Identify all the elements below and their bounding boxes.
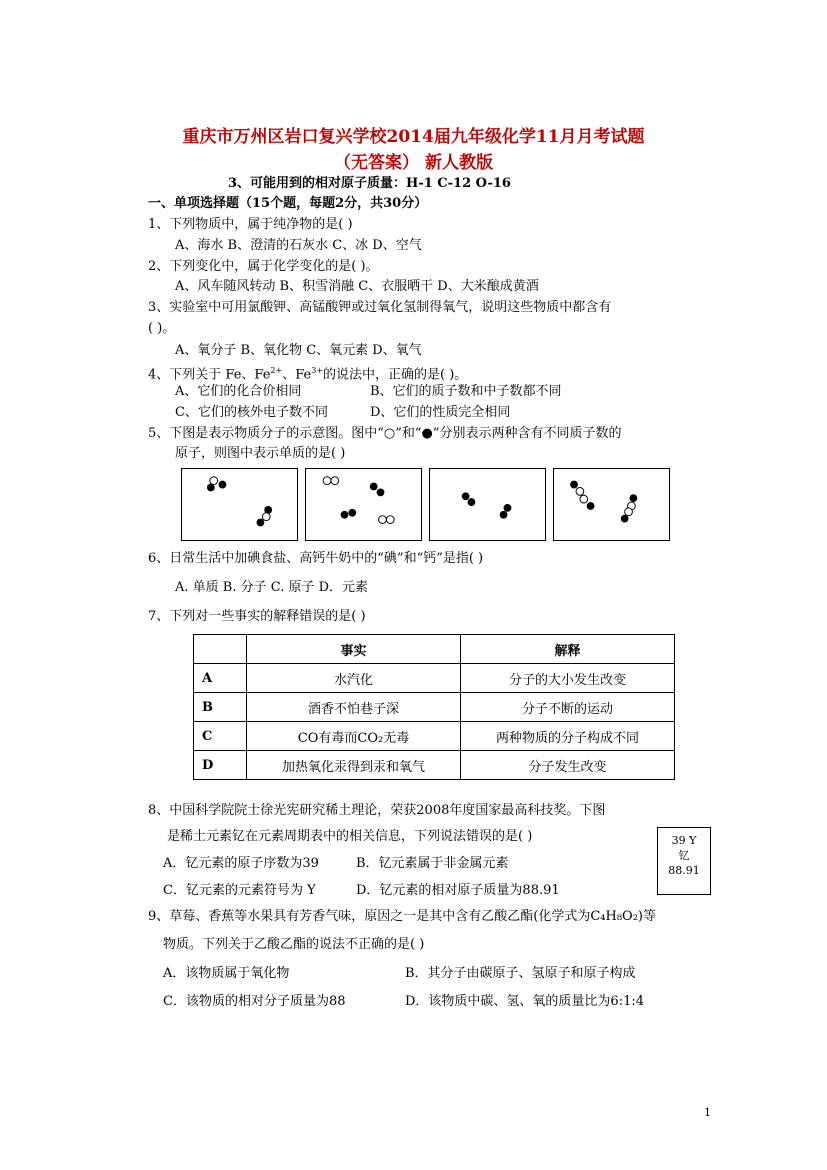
q4-stem-a: 4、下列关于 Fe、Fe [148, 367, 271, 383]
table-row [194, 751, 675, 780]
q6-stem: 6、日常生活中加碘食盐、高钙牛奶中的“碘”和“钙”是指( ) [148, 551, 484, 566]
row-explanation: 分子的大小发生改变 [461, 664, 675, 693]
q4-stem [148, 363, 467, 383]
q8-option-d: D．钇元素的相对原子质量为88.91 [356, 883, 560, 898]
q3-options: A、氧分子 B、氧化物 C、氧元素 D、氧气 [175, 343, 422, 358]
q5-stem-1: 5、下图是表示物质分子的示意图。图中“○”和“●”分别表示两种含有不同质子数的 [148, 426, 622, 441]
q9-option-d: D．该物质中碳、氢、氧的质量比为6:1:4 [405, 994, 644, 1009]
table-header-key [194, 635, 247, 664]
solid-atom [207, 484, 215, 492]
solid-atom [570, 481, 578, 489]
hollow-atom [386, 516, 394, 524]
fe2-charge: 2+ [270, 366, 283, 375]
solid-atom [504, 504, 512, 512]
solid-atom [587, 502, 595, 510]
row-explanation: 两种物质的分子构成不同 [461, 722, 675, 751]
solid-atom [257, 519, 265, 527]
row-key: C [194, 722, 247, 751]
hollow-atom [576, 487, 584, 495]
hollow-atom [210, 477, 218, 485]
solid-atom [348, 509, 356, 517]
q9-option-a: A．该物质属于氧化物 [163, 966, 290, 981]
q6-options: A. 单质 B. 分子 C. 原子 D．元素 [175, 580, 369, 595]
q5-stem-2: 原子，则图中表示单质的是( ) [175, 446, 346, 461]
row-key: A [194, 664, 247, 693]
row-key: B [194, 693, 247, 722]
q2-options: A、风车随风转动 B、积雪消融 C、衣服晒干 D、大米酿成黄酒 [175, 279, 539, 294]
q1-options: A、海水 B、澄清的石灰水 C、冰 D、空气 [175, 238, 422, 253]
table-row [194, 693, 675, 722]
q9-option-c: C．该物质的相对分子质量为88 [163, 994, 346, 1009]
element-number-symbol: 39 Y [671, 834, 697, 847]
q4-option-b: B、它们的质子数和中子数都不同 [370, 384, 562, 399]
row-fact: 加热氧化汞得到汞和氧气 [247, 751, 461, 780]
table-row [194, 664, 675, 693]
table-header-fact: 事实 [247, 635, 461, 664]
solid-atom [370, 483, 378, 491]
q2-stem: 2、下列变化中，属于化学变化的是( )。 [148, 259, 379, 274]
q9-stem-2: 物质。下列关于乙酸乙酯的说法不正确的是( ) [163, 937, 425, 952]
hollow-atom [625, 508, 633, 516]
element-mass: 88.91 [668, 864, 700, 877]
solid-atom [621, 515, 629, 523]
fe3-charge: 3+ [311, 366, 324, 375]
atomic-mass-note: 3、可能用到的相对原子质量：H-1 C-12 O-16 [228, 176, 511, 191]
q4-option-c: C、它们的核外电子数不同 [175, 405, 328, 420]
molecule-diagram-b [305, 468, 422, 541]
table-header-explanation: 解释 [461, 635, 675, 664]
exam-title-line2: （无答案） 新人教版 [334, 153, 493, 173]
molecule-diagram-d [553, 468, 670, 541]
hollow-atom [379, 516, 387, 524]
row-fact: 水汽化 [247, 664, 461, 693]
q8-stem-1: 8、中国科学院院士徐光宪研究稀土理论，荣获2008年度国家最高科技奖。下图 [148, 803, 606, 818]
hollow-atom [580, 495, 588, 503]
q9-stem-1: 9、草莓、香蕉等水果具有芳香气味，原因之一是其中含有乙酸乙酯(化学式为C₄H₈O₂)等 [148, 909, 656, 924]
solid-atom [377, 488, 385, 496]
facts-table [193, 634, 675, 780]
row-explanation: 分子发生改变 [461, 751, 675, 780]
q9-option-b: B．其分子由碳原子、氢原子和原子构成 [405, 966, 636, 981]
q4-stem-c: 的说法中，正确的是( )。 [323, 367, 468, 383]
solid-atom [341, 511, 349, 519]
row-explanation: 分子不断的运动 [461, 693, 675, 722]
q4-option-a: A、它们的化合价相同 [175, 384, 302, 399]
element-name: 钇 [678, 849, 690, 862]
solid-atom [629, 494, 637, 502]
molecule-diagram-c [429, 468, 546, 541]
hollow-atom [323, 477, 331, 485]
row-fact: CO有毒而CO₂无毒 [247, 722, 461, 751]
q8-stem-2: 是稀土元素钇在元素周期表中的相关信息，下列说法错误的是( ) [167, 829, 533, 844]
hollow-atom [331, 477, 339, 485]
row-fact: 酒香不怕巷子深 [247, 693, 461, 722]
q8-option-b: B．钇元素属于非金属元素 [356, 856, 509, 871]
q4-option-d: D、它们的性质完全相同 [370, 405, 511, 420]
table-header-row [194, 635, 675, 664]
exam-title-line1: 重庆市万州区岩口复兴学校2014届九年级化学11月月考试题 [182, 127, 645, 147]
table-row [194, 722, 675, 751]
solid-atom [500, 511, 508, 519]
q3-stem-1: 3、实验室中可用氯酸钾、高锰酸钾或过氧化氢制得氧气，说明这些物质中都含有 [148, 300, 612, 315]
solid-atom [219, 481, 227, 489]
page-number: 1 [704, 1106, 711, 1119]
q8-option-a: A．钇元素的原子序数为39 [163, 856, 319, 871]
solid-atom [468, 498, 476, 506]
element-card-yttrium [657, 827, 711, 895]
q4-stem-b: 、Fe [282, 367, 312, 383]
solid-atom [462, 492, 470, 500]
q7-stem: 7、下列对一些事实的解释错误的是( ) [148, 609, 366, 624]
molecule-diagram-a [181, 468, 298, 541]
q8-option-c: C．钇元素的元素符号为 Y [163, 883, 316, 898]
section-heading: 一、单项选择题（15个题，每题2分，共30分） [148, 196, 428, 211]
hollow-atom [262, 513, 270, 521]
q1-stem: 1、下列物质中，属于纯净物的是( ) [148, 217, 353, 232]
q3-stem-2: ( )。 [148, 321, 176, 336]
row-key: D [194, 751, 247, 780]
